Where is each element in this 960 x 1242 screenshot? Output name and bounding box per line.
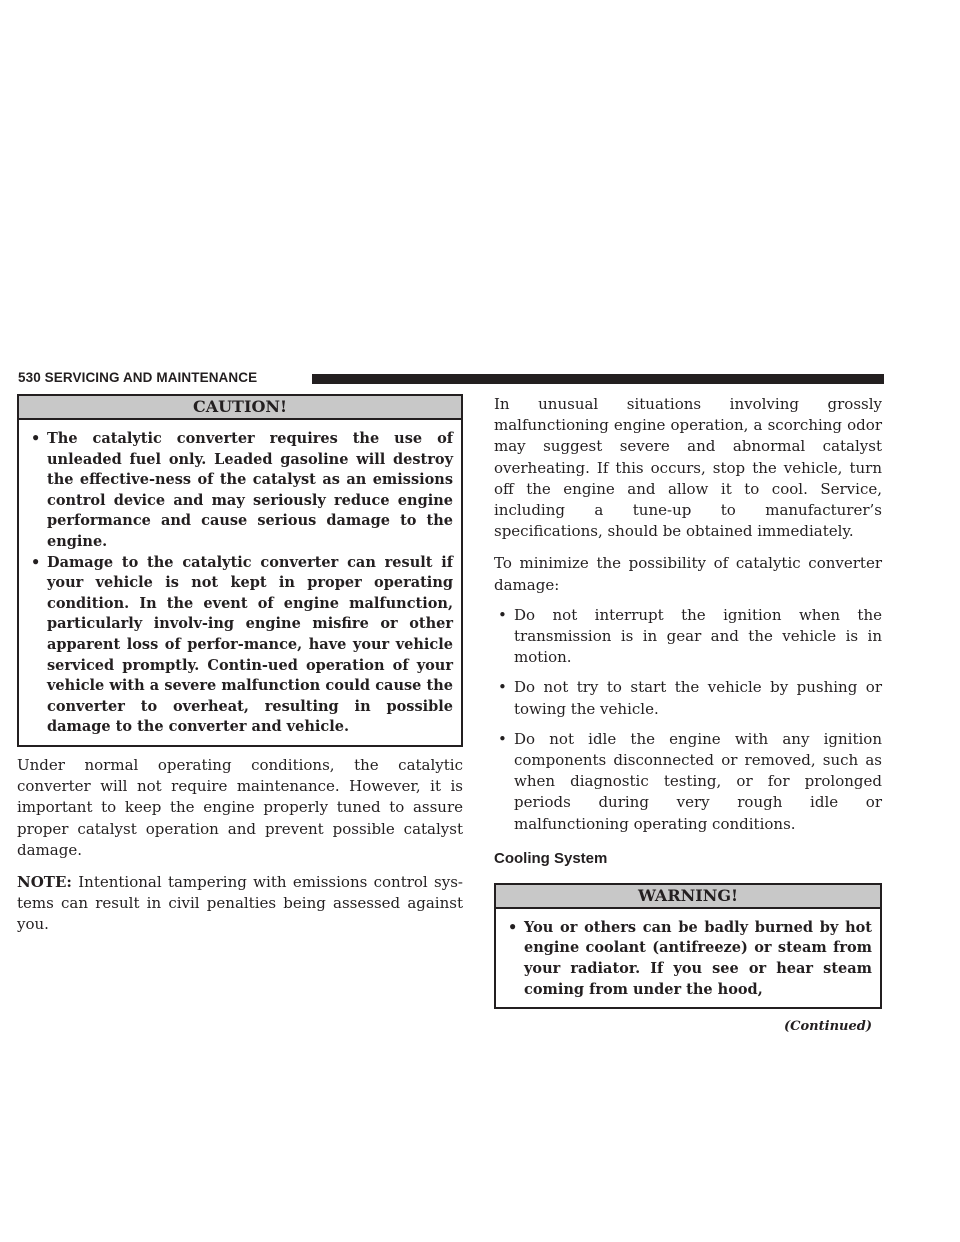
warning-item xyxy=(504,918,872,1000)
paragraph-minimize: To minimize the possibility of catalytic converter damage: xyxy=(494,554,882,594)
caution-body xyxy=(19,420,461,745)
caution-item xyxy=(27,429,453,553)
section-heading-cooling-system: Cooling System xyxy=(494,849,608,867)
note-label: NOTE: xyxy=(17,872,72,891)
warning-body xyxy=(496,909,880,1007)
warning-title: WARNING! xyxy=(496,885,880,909)
continued-label: (Continued) xyxy=(784,1019,872,1035)
bullet: • xyxy=(498,605,507,624)
paragraph-maintenance: Under normal operating conditions, the catalytic converter will not require maintenance. However, it is important to keep the engine properly tuned to assure proper catalyst operation and prevent possible catalyst damage. xyxy=(17,755,463,859)
page-header xyxy=(18,370,884,386)
caution-item-text: Damage to the catalytic converter can result if your vehicle is not kept in proper operating condition. In the event of engine malfunction, particularly involv-ing engine misfire or other apparent loss of perfor-mance, have your vehicle serviced promptly. Contin-ued operation of your vehicle with a severe malfunction could cause the converter to overheat, resulting in possible damage to the converter and vehicle. xyxy=(47,553,453,736)
paragraph-unusual-situations: In unusual situations involving grossly malfunctioning engine operation, a scorching odor may suggest severe and abnormal catalyst overheating. If this occurs, stop the vehicle, turn off the engine and allow it to cool. Service, including a tune-up to manufacturer’s specifications, should be obtained immediately. xyxy=(494,395,882,541)
list-item-text: Do not interrupt the ignition when the transmission is in gear and the vehicle is in motion. xyxy=(514,605,882,667)
list-item-text: Do not try to start the vehicle by pushing or towing the vehicle. xyxy=(514,678,882,718)
list-item-text: Do not idle the engine with any ignition components disconnected or removed, such as when diagnostic testing, or for prolonged periods during very rough idle or malfunctioning operating conditions. xyxy=(514,729,882,833)
list-item xyxy=(494,729,882,835)
page-number-section-title: 530 SERVICING AND MAINTENANCE xyxy=(18,370,258,385)
note-text: Intentional tampering with emissions control sys-tems can result in civil penalties being assessed against you. xyxy=(17,872,463,934)
list-item xyxy=(494,605,882,669)
header-rule xyxy=(312,374,884,384)
note-paragraph xyxy=(17,872,463,936)
caution-box xyxy=(17,394,463,747)
bullet: • xyxy=(498,678,507,697)
bullet: • xyxy=(31,430,41,447)
bullet: • xyxy=(498,729,507,748)
bullet: • xyxy=(31,553,41,571)
caution-item-text: The catalytic converter requires the use of unleaded fuel only. Leaded gasoline will destroy the effective-ness of the catalyst as an emissions control device and may seriously reduce engine performance and cause serious damage to the engine. xyxy=(47,430,453,550)
warning-item-text: You or others can be badly burned by hot engine coolant (antifreeze) or steam from your radiator. If you see or hear steam coming from under the hood, xyxy=(524,918,872,998)
list-item xyxy=(494,677,882,719)
right-column xyxy=(494,394,882,1036)
caution-item xyxy=(27,553,453,738)
bullet: • xyxy=(508,918,518,936)
caution-title: CAUTION! xyxy=(19,396,461,420)
warning-box xyxy=(494,883,882,1009)
left-column xyxy=(17,394,463,936)
